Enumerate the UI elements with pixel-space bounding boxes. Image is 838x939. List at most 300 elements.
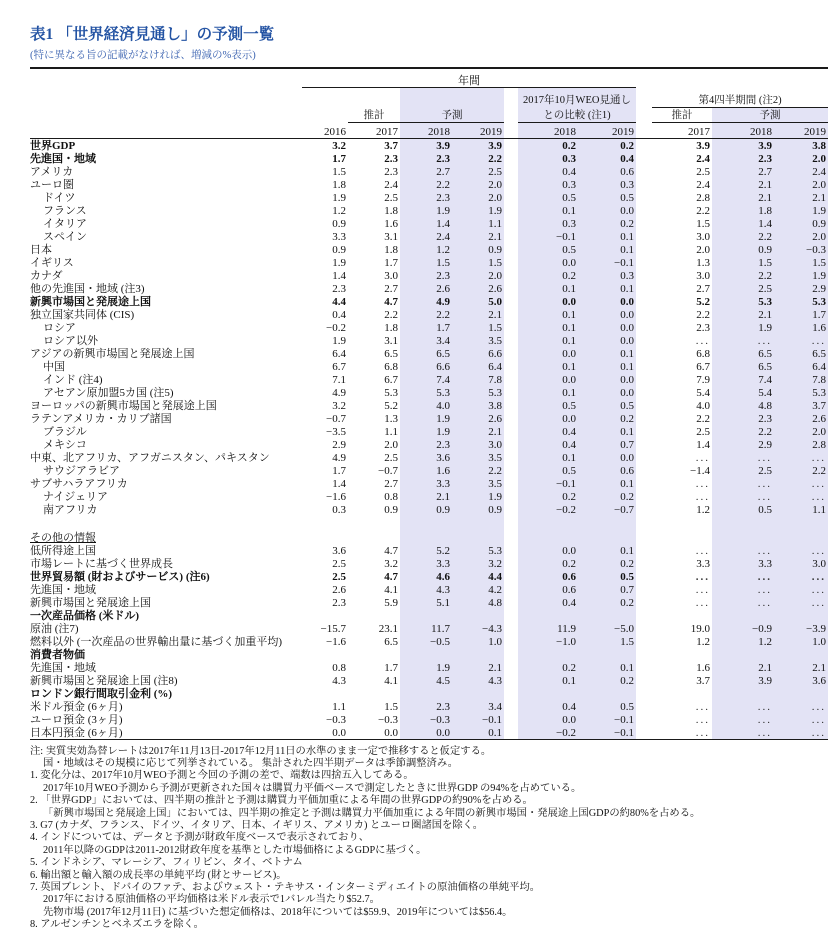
- value-cell: 5.3: [384, 386, 398, 399]
- row-label: ブラジル: [43, 425, 87, 438]
- footnote-line: 2017年における原油価格の平均価格は米ドル表示で1バレル当たり$52.7。: [43, 894, 380, 906]
- table-row: [30, 570, 828, 583]
- value-cell: −0.1: [452, 713, 504, 726]
- value-cell: 1.1: [384, 425, 398, 438]
- value-cell: 0.0: [578, 386, 636, 399]
- value-cell: [578, 531, 636, 544]
- value-cell: 1.2: [696, 635, 711, 648]
- table-row: [30, 477, 828, 490]
- group-gap: [636, 360, 652, 373]
- value-cell: 1.4: [332, 477, 346, 490]
- comparison-header-line1: 2017年10月WEO見通し: [518, 88, 636, 108]
- value-cell: [302, 516, 348, 531]
- value-cell: −1.6: [326, 490, 346, 503]
- value-cell: [578, 516, 636, 531]
- value-cell: [652, 687, 712, 700]
- value-cell: [452, 648, 504, 661]
- table-row: [30, 243, 828, 256]
- value-cell: 2.1: [400, 490, 452, 503]
- group-gap: [636, 425, 652, 438]
- value-cell: 2.2: [400, 308, 452, 321]
- table-row: [30, 178, 828, 191]
- value-cell: 6.8: [696, 347, 711, 360]
- footnote-line: 8. アルゼンチンとベネズエラを除く。: [30, 919, 204, 931]
- value-cell: 2.3: [332, 596, 346, 609]
- header-row-groups: [30, 71, 828, 88]
- value-cell: 0.8: [332, 661, 346, 674]
- table-row: [30, 726, 828, 740]
- value-cell: ...: [695, 596, 711, 609]
- table-row: [30, 399, 828, 412]
- value-cell: 1.7: [384, 661, 398, 674]
- value-cell: 2.5: [332, 570, 346, 583]
- year-q4-2018: 2018: [712, 122, 774, 138]
- value-cell: 1.1: [774, 503, 828, 516]
- group-gap: [504, 557, 518, 570]
- year-annual-2019: 2019: [452, 122, 504, 138]
- value-cell: 2.3: [712, 412, 774, 425]
- value-cell: 4.7: [384, 570, 398, 583]
- value-cell: −0.1: [578, 726, 636, 740]
- group-gap: [636, 412, 652, 425]
- value-cell: −5.0: [578, 622, 636, 635]
- value-cell: [774, 609, 828, 622]
- table-row: [30, 490, 828, 503]
- group-gap: [636, 516, 652, 531]
- group-gap: [504, 687, 518, 700]
- value-cell: 0.0: [578, 451, 636, 464]
- value-cell: 0.1: [518, 282, 578, 295]
- value-cell: 0.1: [452, 726, 504, 740]
- value-cell: 1.9: [400, 412, 452, 425]
- value-cell: 2.5: [452, 165, 504, 178]
- group-gap: [636, 204, 652, 217]
- section-title: その他の情報: [30, 531, 96, 544]
- row-label: サブサハラアフリカ: [30, 477, 128, 490]
- value-cell: 0.0: [348, 726, 400, 740]
- table-row: [30, 373, 828, 386]
- group-gap: [636, 544, 652, 557]
- value-cell: ...: [712, 713, 774, 726]
- value-cell: 0.9: [452, 503, 504, 516]
- value-cell: 4.5: [400, 674, 452, 687]
- year-annual-2018: 2018: [400, 122, 452, 138]
- value-cell: 2.1: [774, 191, 828, 204]
- table-row: [30, 622, 828, 635]
- value-cell: 1.6: [400, 464, 452, 477]
- group-gap: [504, 321, 518, 334]
- row-label: [30, 531, 302, 544]
- value-cell: 0.4: [578, 152, 636, 165]
- footnote-line: 1. 変化分は、2017年10月WEO予測と今回の予測の差で、端数は四捨五入してある。: [30, 770, 414, 782]
- value-cell: 1.4: [696, 438, 711, 451]
- q4-forecast-label: 予測: [712, 107, 828, 122]
- value-cell: 3.9: [712, 138, 774, 152]
- value-cell: 2.7: [696, 282, 711, 295]
- value-cell: 2.1: [452, 425, 504, 438]
- row-label: 燃料以外 (一次産品の世界輸出量に基づく加重平均): [30, 635, 283, 648]
- group-gap: [636, 191, 652, 204]
- value-cell: 0.9: [332, 217, 346, 230]
- value-cell: 2.4: [400, 230, 452, 243]
- value-cell: 1.7: [384, 256, 398, 269]
- value-cell: 3.6: [400, 451, 452, 464]
- row-label: 日本円預金 (6ヶ月): [30, 726, 302, 740]
- value-cell: 2.0: [774, 230, 828, 243]
- value-cell: 1.1: [332, 700, 346, 713]
- value-cell: 2.6: [400, 282, 452, 295]
- comparison-header-line2: との比較 (注1): [518, 107, 636, 122]
- row-label: 世界貿易額 (財およびサービス) (注6): [30, 570, 210, 583]
- value-cell: 6.8: [384, 360, 398, 373]
- value-cell: 2.2: [712, 269, 774, 282]
- value-cell: ...: [695, 700, 711, 713]
- value-cell: 0.1: [578, 360, 636, 373]
- value-cell: 0.1: [578, 230, 636, 243]
- value-cell: 3.1: [384, 230, 398, 243]
- group-gap: [504, 661, 518, 674]
- value-cell: 1.8: [384, 243, 398, 256]
- table-row: [30, 256, 828, 269]
- value-cell: 0.2: [578, 412, 636, 425]
- value-cell: 2.2: [712, 425, 774, 438]
- group-gap: [636, 386, 652, 399]
- value-cell: 1.4: [332, 269, 346, 282]
- value-cell: ...: [695, 477, 711, 490]
- value-cell: 4.6: [400, 570, 452, 583]
- value-cell: 2.4: [696, 152, 711, 165]
- year-q4-2017: 2017: [652, 122, 712, 138]
- value-cell: 1.5: [696, 217, 711, 230]
- value-cell: 2.1: [712, 178, 774, 191]
- group-gap: [504, 308, 518, 321]
- value-cell: −0.1: [578, 256, 636, 269]
- group-gap: [504, 464, 518, 477]
- value-cell: 3.9: [696, 139, 711, 152]
- value-cell: 0.2: [518, 269, 578, 282]
- value-cell: 0.4: [518, 700, 578, 713]
- value-cell: 6.4: [452, 360, 504, 373]
- value-cell: ...: [774, 334, 828, 347]
- value-cell: 2.4: [384, 178, 398, 191]
- row-label: 新興市場国と発展途上国: [30, 295, 151, 308]
- value-cell: ...: [695, 570, 711, 583]
- value-cell: 3.7: [696, 674, 711, 687]
- table-row: [30, 360, 828, 373]
- table-row: [30, 295, 828, 308]
- value-cell: 2.2: [452, 152, 504, 165]
- value-cell: −0.7: [578, 503, 636, 516]
- footnote-line: 2017年10月WEO予測から予測が更新された国々は購買力平価ベースで測定したときに世界GDP の94%を占めている。: [43, 782, 582, 794]
- value-cell: 3.4: [400, 334, 452, 347]
- value-cell: 2.9: [774, 282, 828, 295]
- value-cell: 2.3: [400, 438, 452, 451]
- value-cell: [518, 516, 578, 531]
- footnote-line: 4. インドについては、データと予測が財政年度ベースで表示されており、: [30, 832, 370, 844]
- value-cell: [578, 648, 636, 661]
- group-gap: [636, 178, 652, 191]
- value-cell: 4.3: [400, 583, 452, 596]
- table-row: [30, 204, 828, 217]
- value-cell: 0.1: [578, 282, 636, 295]
- value-cell: ...: [774, 700, 828, 713]
- value-cell: 0.2: [518, 661, 578, 674]
- group-gap: [636, 464, 652, 477]
- value-cell: 0.5: [518, 399, 578, 412]
- value-cell: 0.5: [518, 243, 578, 256]
- value-cell: 3.6: [332, 544, 346, 557]
- value-cell: −0.2: [518, 503, 578, 516]
- value-cell: 3.0: [384, 269, 398, 282]
- value-cell: 2.3: [400, 269, 452, 282]
- value-cell: ...: [774, 596, 828, 609]
- footnote-line: 3. G7 (カナダ、フランス、ドイツ、イタリア、日本、イギリス、アメリカ) とユーロ圏諸国を除く。: [30, 819, 484, 831]
- value-cell: 1.6: [774, 321, 828, 334]
- group-gap: [504, 674, 518, 687]
- value-cell: −0.2: [326, 321, 346, 334]
- table-row: [30, 583, 828, 596]
- group-gap: [504, 243, 518, 256]
- value-cell: 2.3: [696, 321, 711, 334]
- value-cell: 3.5: [452, 451, 504, 464]
- header-row-estimate-forecast: [30, 107, 828, 122]
- group-gap: [636, 687, 652, 700]
- value-cell: 1.9: [332, 334, 346, 347]
- value-cell: 7.4: [712, 373, 774, 386]
- table-row: [30, 269, 828, 282]
- value-cell: 2.3: [384, 152, 398, 165]
- group-gap: [504, 217, 518, 230]
- value-cell: ...: [695, 713, 711, 726]
- annual-forecast-label: 予測: [400, 107, 504, 122]
- value-cell: 0.3: [332, 503, 346, 516]
- value-cell: [400, 516, 452, 531]
- value-cell: 2.3: [332, 282, 346, 295]
- group-gap: [636, 583, 652, 596]
- value-cell: 2.0: [384, 438, 398, 451]
- table-row: [30, 347, 828, 360]
- row-label: 米ドル預金 (6ヶ月): [30, 700, 123, 713]
- table-row: [30, 334, 828, 347]
- value-cell: ...: [695, 451, 711, 464]
- value-cell: 1.8: [712, 204, 774, 217]
- group-gap: [504, 516, 518, 531]
- value-cell: 3.2: [332, 139, 346, 152]
- value-cell: 2.0: [452, 269, 504, 282]
- table-row: [30, 635, 828, 648]
- table-row: [30, 425, 828, 438]
- value-cell: 3.8: [452, 399, 504, 412]
- table-row: [30, 503, 828, 516]
- value-cell: 2.2: [384, 308, 398, 321]
- footnotes-block: [30, 746, 828, 932]
- value-cell: 0.2: [578, 674, 636, 687]
- value-cell: 0.1: [578, 347, 636, 360]
- table-row: [30, 191, 828, 204]
- value-cell: 2.3: [400, 152, 452, 165]
- value-cell: 2.6: [452, 412, 504, 425]
- footnote-line: 2. 「世界GDP」においては、四半期の推計と予測は購買力平価加重による年間の世界GDPの約90%を占める。: [30, 795, 533, 807]
- value-cell: 2.3: [400, 191, 452, 204]
- group-gap: [636, 451, 652, 464]
- value-cell: 19.0: [690, 622, 711, 635]
- value-cell: 1.9: [400, 425, 452, 438]
- row-label: ロンドン銀行間取引金利 (%): [30, 687, 173, 700]
- value-cell: 0.5: [578, 700, 636, 713]
- value-cell: [302, 531, 348, 544]
- value-cell: 0.1: [518, 674, 578, 687]
- value-cell: 2.5: [384, 191, 398, 204]
- year-annual-2016: 2016: [302, 122, 348, 138]
- value-cell: 3.4: [452, 700, 504, 713]
- value-cell: ...: [774, 490, 828, 503]
- value-cell: 1.9: [774, 269, 828, 282]
- value-cell: −0.7: [326, 412, 346, 425]
- footnote-line: 注: 実質実効為替レートは2017年11月13日-2017年12月11日の水準のまま一定で推移すると仮定する。: [30, 745, 492, 757]
- value-cell: 11.7: [400, 622, 452, 635]
- value-cell: 0.6: [578, 165, 636, 178]
- value-cell: 2.5: [696, 165, 711, 178]
- value-cell: 2.0: [774, 178, 828, 191]
- table-row: [30, 217, 828, 230]
- value-cell: 2.5: [712, 464, 774, 477]
- value-cell: 7.8: [774, 373, 828, 386]
- value-cell: 1.5: [452, 256, 504, 269]
- value-cell: 2.2: [400, 178, 452, 191]
- value-cell: 1.9: [774, 204, 828, 217]
- value-cell: 1.2: [696, 503, 711, 516]
- table-row: [30, 713, 828, 726]
- value-cell: 6.5: [384, 635, 398, 648]
- value-cell: 3.7: [774, 399, 828, 412]
- value-cell: 3.3: [696, 557, 711, 570]
- value-cell: 4.7: [384, 295, 398, 308]
- value-cell: 6.5: [712, 360, 774, 373]
- value-cell: 5.3: [712, 295, 774, 308]
- group-gap: [636, 152, 652, 165]
- value-cell: 1.9: [452, 204, 504, 217]
- value-cell: 1.2: [400, 243, 452, 256]
- value-cell: [452, 609, 504, 622]
- value-cell: 0.6: [518, 583, 578, 596]
- value-cell: 2.5: [696, 425, 711, 438]
- value-cell: [518, 687, 578, 700]
- group-gap: [504, 490, 518, 503]
- value-cell: 6.5: [774, 347, 828, 360]
- value-cell: 2.0: [452, 191, 504, 204]
- group-gap: [636, 321, 652, 334]
- value-cell: [652, 531, 712, 544]
- group-gap: [636, 477, 652, 490]
- group-gap: [636, 648, 652, 661]
- value-cell: −1.6: [326, 635, 346, 648]
- group-gap: [504, 451, 518, 464]
- row-label: ユーロ圏: [30, 178, 74, 191]
- group-gap: [636, 726, 652, 740]
- group-gap: [636, 661, 652, 674]
- row-label: サウジアラビア: [43, 464, 120, 477]
- value-cell: 0.0: [518, 256, 578, 269]
- value-cell: 5.0: [452, 295, 504, 308]
- group-gap: [504, 256, 518, 269]
- value-cell: 1.8: [384, 321, 398, 334]
- value-cell: 1.8: [332, 178, 346, 191]
- value-cell: −0.1: [518, 230, 578, 243]
- row-label: アメリカ: [30, 165, 74, 178]
- value-cell: ...: [695, 583, 711, 596]
- group-gap: [636, 557, 652, 570]
- row-label: インド (注4): [43, 373, 103, 386]
- group-gap: [636, 308, 652, 321]
- value-cell: 2.2: [696, 308, 711, 321]
- table-row: [30, 386, 828, 399]
- value-cell: 3.0: [696, 269, 711, 282]
- footnote-line: 5. インドネシア、マレーシア、フィリピン、タイ、ベトナム: [30, 857, 303, 869]
- value-cell: [452, 531, 504, 544]
- value-cell: 1.8: [384, 204, 398, 217]
- value-cell: ...: [712, 700, 774, 713]
- value-cell: 0.1: [578, 477, 636, 490]
- value-cell: 1.3: [696, 256, 711, 269]
- value-cell: 5.3: [452, 386, 504, 399]
- value-cell: 0.2: [578, 217, 636, 230]
- section-header-row: [30, 687, 828, 700]
- value-cell: 0.4: [332, 308, 346, 321]
- weo-forecast-table: [30, 71, 828, 740]
- row-label: アジアの新興市場国と発展途上国: [30, 347, 195, 360]
- value-cell: [652, 516, 712, 531]
- row-label: ロシア以外: [43, 334, 98, 347]
- group-gap: [504, 700, 518, 713]
- row-label: メキシコ: [43, 438, 87, 451]
- group-gap: [504, 360, 518, 373]
- group-gap: [504, 503, 518, 516]
- value-cell: 2.5: [332, 557, 346, 570]
- value-cell: 4.9: [332, 386, 346, 399]
- value-cell: 4.1: [384, 583, 398, 596]
- row-label: ロシア: [43, 321, 76, 334]
- group-gap: [504, 438, 518, 451]
- value-cell: −0.3: [378, 713, 398, 726]
- value-cell: 0.8: [384, 490, 398, 503]
- value-cell: 0.0: [578, 295, 636, 308]
- value-cell: 0.9: [774, 217, 828, 230]
- value-cell: 1.5: [578, 635, 636, 648]
- value-cell: 0.2: [518, 138, 578, 152]
- value-cell: 1.0: [452, 635, 504, 648]
- group-gap: [504, 531, 518, 544]
- group-gap: [504, 596, 518, 609]
- value-cell: 1.5: [774, 256, 828, 269]
- value-cell: 3.0: [696, 230, 711, 243]
- value-cell: [652, 609, 712, 622]
- group-gap: [504, 165, 518, 178]
- value-cell: 0.5: [578, 570, 636, 583]
- value-cell: 1.5: [384, 700, 398, 713]
- group-gap: [504, 648, 518, 661]
- value-cell: 1.6: [696, 661, 711, 674]
- value-cell: 0.1: [518, 360, 578, 373]
- row-label: ユーロ預金 (3ヶ月): [30, 713, 123, 726]
- row-label: 市場レートに基づく世界成長: [30, 557, 173, 570]
- group-gap: [636, 596, 652, 609]
- annual-estimate-label: 推計: [348, 107, 400, 122]
- value-cell: 2.8: [696, 191, 711, 204]
- value-cell: 7.1: [332, 373, 346, 386]
- value-cell: 1.2: [332, 204, 346, 217]
- top-rule: [30, 67, 828, 69]
- group-gap: [636, 438, 652, 451]
